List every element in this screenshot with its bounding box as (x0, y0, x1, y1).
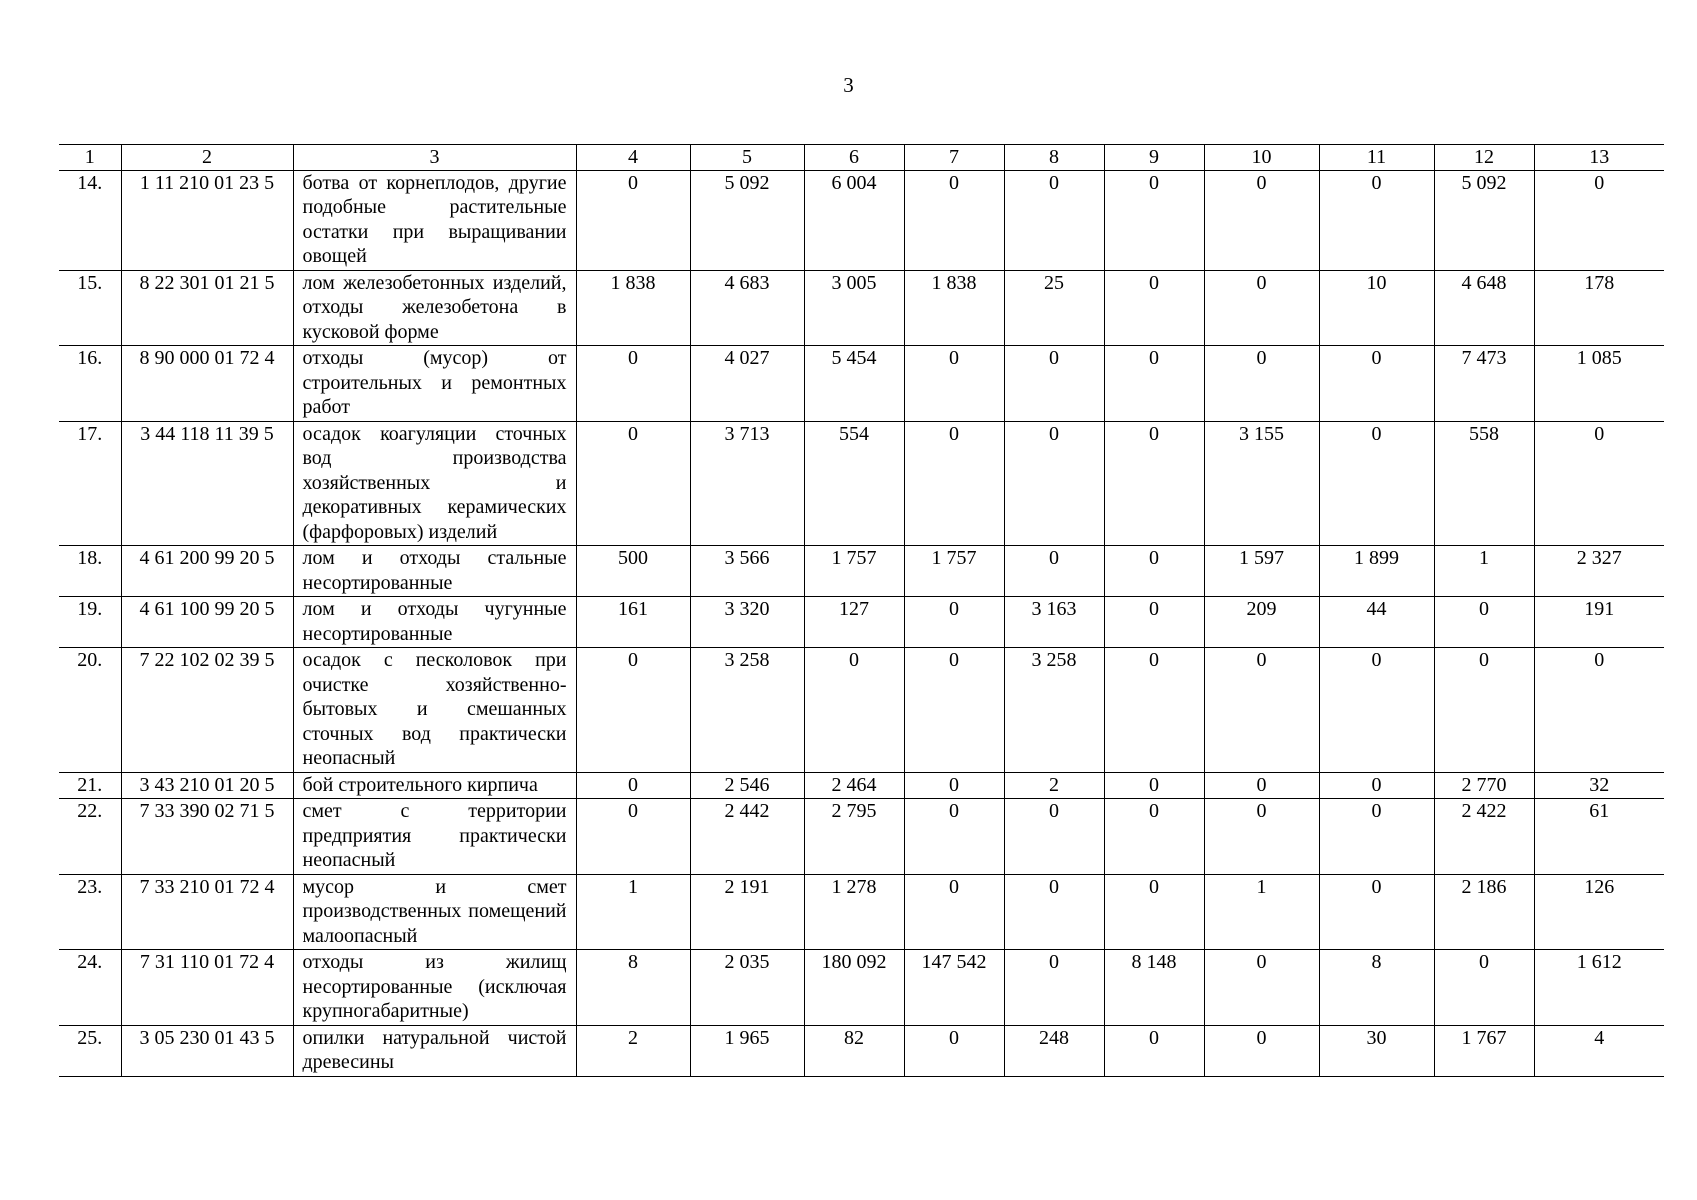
value-cell-col-10: 209 (1204, 597, 1319, 648)
column-header-9: 9 (1104, 145, 1204, 171)
value-cell-col-9: 0 (1104, 1025, 1204, 1076)
row-number: 18. (59, 546, 121, 597)
value-cell-col-13: 32 (1534, 772, 1664, 799)
value-cell-col-5: 2 546 (690, 772, 804, 799)
value-cell-col-9: 0 (1104, 346, 1204, 422)
value-cell-col-13: 4 (1534, 1025, 1664, 1076)
value-cell-col-6: 1 278 (804, 874, 904, 950)
value-cell-col-5: 4 027 (690, 346, 804, 422)
value-cell-col-7: 0 (904, 421, 1004, 546)
value-cell-col-11: 0 (1319, 421, 1434, 546)
value-cell-col-4: 0 (576, 772, 690, 799)
value-cell-col-10: 0 (1204, 772, 1319, 799)
value-cell-col-12: 0 (1434, 597, 1534, 648)
waste-code: 3 43 210 01 20 5 (121, 772, 293, 799)
waste-description: отходы из жилищ несортированные (исключая крупногабаритные) (293, 950, 576, 1026)
value-cell-col-6: 6 004 (804, 170, 904, 270)
value-cell-col-8: 0 (1004, 874, 1104, 950)
waste-code: 7 33 210 01 72 4 (121, 874, 293, 950)
value-cell-col-9: 0 (1104, 772, 1204, 799)
value-cell-col-7: 0 (904, 170, 1004, 270)
waste-description: ботва от корнеплодов, другие подобные растительные остатки при выращивании овощей (293, 170, 576, 270)
value-cell-col-11: 8 (1319, 950, 1434, 1026)
column-header-4: 4 (576, 145, 690, 171)
row-number: 21. (59, 772, 121, 799)
value-cell-col-5: 4 683 (690, 270, 804, 346)
value-cell-col-6: 127 (804, 597, 904, 648)
table-row (59, 170, 1664, 270)
table-row (59, 874, 1664, 950)
value-cell-col-12: 2 770 (1434, 772, 1534, 799)
column-header-11: 11 (1319, 145, 1434, 171)
value-cell-col-10: 0 (1204, 1025, 1319, 1076)
value-cell-col-12: 7 473 (1434, 346, 1534, 422)
row-number: 24. (59, 950, 121, 1026)
row-number: 20. (59, 648, 121, 773)
table-row (59, 270, 1664, 346)
value-cell-col-7: 1 838 (904, 270, 1004, 346)
value-cell-col-11: 0 (1319, 799, 1434, 875)
value-cell-col-10: 0 (1204, 799, 1319, 875)
value-cell-col-4: 0 (576, 346, 690, 422)
value-cell-col-6: 2 464 (804, 772, 904, 799)
value-cell-col-9: 0 (1104, 270, 1204, 346)
value-cell-col-11: 0 (1319, 874, 1434, 950)
waste-description: лом и отходы стальные несортированные (293, 546, 576, 597)
column-header-8: 8 (1004, 145, 1104, 171)
value-cell-col-7: 0 (904, 1025, 1004, 1076)
waste-code: 7 22 102 02 39 5 (121, 648, 293, 773)
value-cell-col-5: 3 566 (690, 546, 804, 597)
column-header-1: 1 (59, 145, 121, 171)
table-row (59, 648, 1664, 773)
waste-description: бой строительного кирпича (293, 772, 576, 799)
table-row (59, 1025, 1664, 1076)
value-cell-col-8: 3 258 (1004, 648, 1104, 773)
page-number: 3 (843, 73, 854, 97)
table-row (59, 772, 1664, 799)
value-cell-col-13: 0 (1534, 170, 1664, 270)
value-cell-col-13: 178 (1534, 270, 1664, 346)
value-cell-col-5: 3 320 (690, 597, 804, 648)
row-number: 19. (59, 597, 121, 648)
value-cell-col-7: 0 (904, 346, 1004, 422)
waste-code: 4 61 100 99 20 5 (121, 597, 293, 648)
waste-code: 7 33 390 02 71 5 (121, 799, 293, 875)
table-body (59, 170, 1664, 1076)
value-cell-col-6: 1 757 (804, 546, 904, 597)
value-cell-col-12: 1 (1434, 546, 1534, 597)
value-cell-col-5: 2 442 (690, 799, 804, 875)
value-cell-col-10: 1 (1204, 874, 1319, 950)
column-header-3: 3 (293, 145, 576, 171)
value-cell-col-10: 0 (1204, 270, 1319, 346)
value-cell-col-8: 2 (1004, 772, 1104, 799)
column-header-2: 2 (121, 145, 293, 171)
value-cell-col-10: 0 (1204, 648, 1319, 773)
table-header-row (59, 145, 1664, 171)
value-cell-col-4: 0 (576, 421, 690, 546)
value-cell-col-7: 0 (904, 799, 1004, 875)
value-cell-col-12: 2 422 (1434, 799, 1534, 875)
value-cell-col-11: 0 (1319, 346, 1434, 422)
value-cell-col-5: 2 035 (690, 950, 804, 1026)
value-cell-col-13: 2 327 (1534, 546, 1664, 597)
value-cell-col-12: 5 092 (1434, 170, 1534, 270)
value-cell-col-6: 180 092 (804, 950, 904, 1026)
value-cell-col-4: 1 838 (576, 270, 690, 346)
value-cell-col-12: 0 (1434, 648, 1534, 773)
waste-code: 4 61 200 99 20 5 (121, 546, 293, 597)
value-cell-col-9: 0 (1104, 170, 1204, 270)
row-number: 17. (59, 421, 121, 546)
value-cell-col-8: 0 (1004, 170, 1104, 270)
value-cell-col-6: 554 (804, 421, 904, 546)
column-header-13: 13 (1534, 145, 1664, 171)
waste-code: 8 90 000 01 72 4 (121, 346, 293, 422)
value-cell-col-10: 3 155 (1204, 421, 1319, 546)
value-cell-col-13: 126 (1534, 874, 1664, 950)
value-cell-col-13: 191 (1534, 597, 1664, 648)
waste-description: лом железобетонных изделий, отходы железобетона в кусковой форме (293, 270, 576, 346)
value-cell-col-9: 0 (1104, 421, 1204, 546)
waste-description: осадок с песколовок при очистке хозяйственно-бытовых и смешанных сточных вод практически неопасный (293, 648, 576, 773)
value-cell-col-5: 3 258 (690, 648, 804, 773)
value-cell-col-8: 0 (1004, 421, 1104, 546)
value-cell-col-4: 161 (576, 597, 690, 648)
waste-description: отходы (мусор) от строительных и ремонтных работ (293, 346, 576, 422)
waste-code: 3 44 118 11 39 5 (121, 421, 293, 546)
column-header-6: 6 (804, 145, 904, 171)
value-cell-col-12: 4 648 (1434, 270, 1534, 346)
value-cell-col-4: 8 (576, 950, 690, 1026)
value-cell-col-12: 0 (1434, 950, 1534, 1026)
value-cell-col-5: 5 092 (690, 170, 804, 270)
waste-code: 8 22 301 01 21 5 (121, 270, 293, 346)
column-header-5: 5 (690, 145, 804, 171)
waste-description: опилки натуральной чистой древесины (293, 1025, 576, 1076)
value-cell-col-9: 0 (1104, 546, 1204, 597)
value-cell-col-8: 0 (1004, 799, 1104, 875)
value-cell-col-13: 1 612 (1534, 950, 1664, 1026)
row-number: 16. (59, 346, 121, 422)
waste-description: лом и отходы чугунные несортированные (293, 597, 576, 648)
value-cell-col-7: 0 (904, 874, 1004, 950)
column-header-12: 12 (1434, 145, 1534, 171)
value-cell-col-5: 3 713 (690, 421, 804, 546)
value-cell-col-7: 1 757 (904, 546, 1004, 597)
value-cell-col-13: 0 (1534, 421, 1664, 546)
value-cell-col-11: 30 (1319, 1025, 1434, 1076)
row-number: 14. (59, 170, 121, 270)
value-cell-col-4: 0 (576, 648, 690, 773)
waste-description: мусор и смет производственных помещений малоопасный (293, 874, 576, 950)
value-cell-col-6: 3 005 (804, 270, 904, 346)
value-cell-col-6: 2 795 (804, 799, 904, 875)
value-cell-col-8: 3 163 (1004, 597, 1104, 648)
value-cell-col-10: 0 (1204, 950, 1319, 1026)
value-cell-col-13: 1 085 (1534, 346, 1664, 422)
value-cell-col-7: 0 (904, 648, 1004, 773)
value-cell-col-9: 0 (1104, 799, 1204, 875)
value-cell-col-9: 8 148 (1104, 950, 1204, 1026)
table-row (59, 421, 1664, 546)
value-cell-col-11: 0 (1319, 170, 1434, 270)
value-cell-col-8: 0 (1004, 346, 1104, 422)
value-cell-col-11: 0 (1319, 772, 1434, 799)
row-number: 22. (59, 799, 121, 875)
waste-data-table (59, 144, 1664, 1077)
waste-code: 1 11 210 01 23 5 (121, 170, 293, 270)
value-cell-col-6: 5 454 (804, 346, 904, 422)
column-header-7: 7 (904, 145, 1004, 171)
value-cell-col-9: 0 (1104, 874, 1204, 950)
value-cell-col-8: 0 (1004, 950, 1104, 1026)
waste-code: 3 05 230 01 43 5 (121, 1025, 293, 1076)
value-cell-col-6: 82 (804, 1025, 904, 1076)
table-row (59, 597, 1664, 648)
value-cell-col-10: 0 (1204, 346, 1319, 422)
value-cell-col-9: 0 (1104, 597, 1204, 648)
table-row (59, 950, 1664, 1026)
value-cell-col-12: 558 (1434, 421, 1534, 546)
waste-description: осадок коагуляции сточных вод производства хозяйственных и декоративных керамических (фарфоровых) изделий (293, 421, 576, 546)
value-cell-col-11: 0 (1319, 648, 1434, 773)
table-row (59, 346, 1664, 422)
row-number: 15. (59, 270, 121, 346)
value-cell-col-10: 1 597 (1204, 546, 1319, 597)
column-header-10: 10 (1204, 145, 1319, 171)
value-cell-col-4: 1 (576, 874, 690, 950)
value-cell-col-11: 44 (1319, 597, 1434, 648)
value-cell-col-11: 1 899 (1319, 546, 1434, 597)
row-number: 25. (59, 1025, 121, 1076)
value-cell-col-4: 2 (576, 1025, 690, 1076)
value-cell-col-8: 248 (1004, 1025, 1104, 1076)
value-cell-col-7: 0 (904, 772, 1004, 799)
value-cell-col-11: 10 (1319, 270, 1434, 346)
value-cell-col-10: 0 (1204, 170, 1319, 270)
waste-code: 7 31 110 01 72 4 (121, 950, 293, 1026)
value-cell-col-7: 0 (904, 597, 1004, 648)
value-cell-col-7: 147 542 (904, 950, 1004, 1026)
value-cell-col-13: 61 (1534, 799, 1664, 875)
value-cell-col-4: 500 (576, 546, 690, 597)
table-row (59, 546, 1664, 597)
value-cell-col-13: 0 (1534, 648, 1664, 773)
table-row (59, 799, 1664, 875)
value-cell-col-6: 0 (804, 648, 904, 773)
value-cell-col-8: 0 (1004, 546, 1104, 597)
value-cell-col-4: 0 (576, 170, 690, 270)
value-cell-col-8: 25 (1004, 270, 1104, 346)
value-cell-col-5: 2 191 (690, 874, 804, 950)
value-cell-col-4: 0 (576, 799, 690, 875)
value-cell-col-5: 1 965 (690, 1025, 804, 1076)
row-number: 23. (59, 874, 121, 950)
waste-description: смет с территории предприятия практически неопасный (293, 799, 576, 875)
value-cell-col-9: 0 (1104, 648, 1204, 773)
value-cell-col-12: 2 186 (1434, 874, 1534, 950)
value-cell-col-12: 1 767 (1434, 1025, 1534, 1076)
